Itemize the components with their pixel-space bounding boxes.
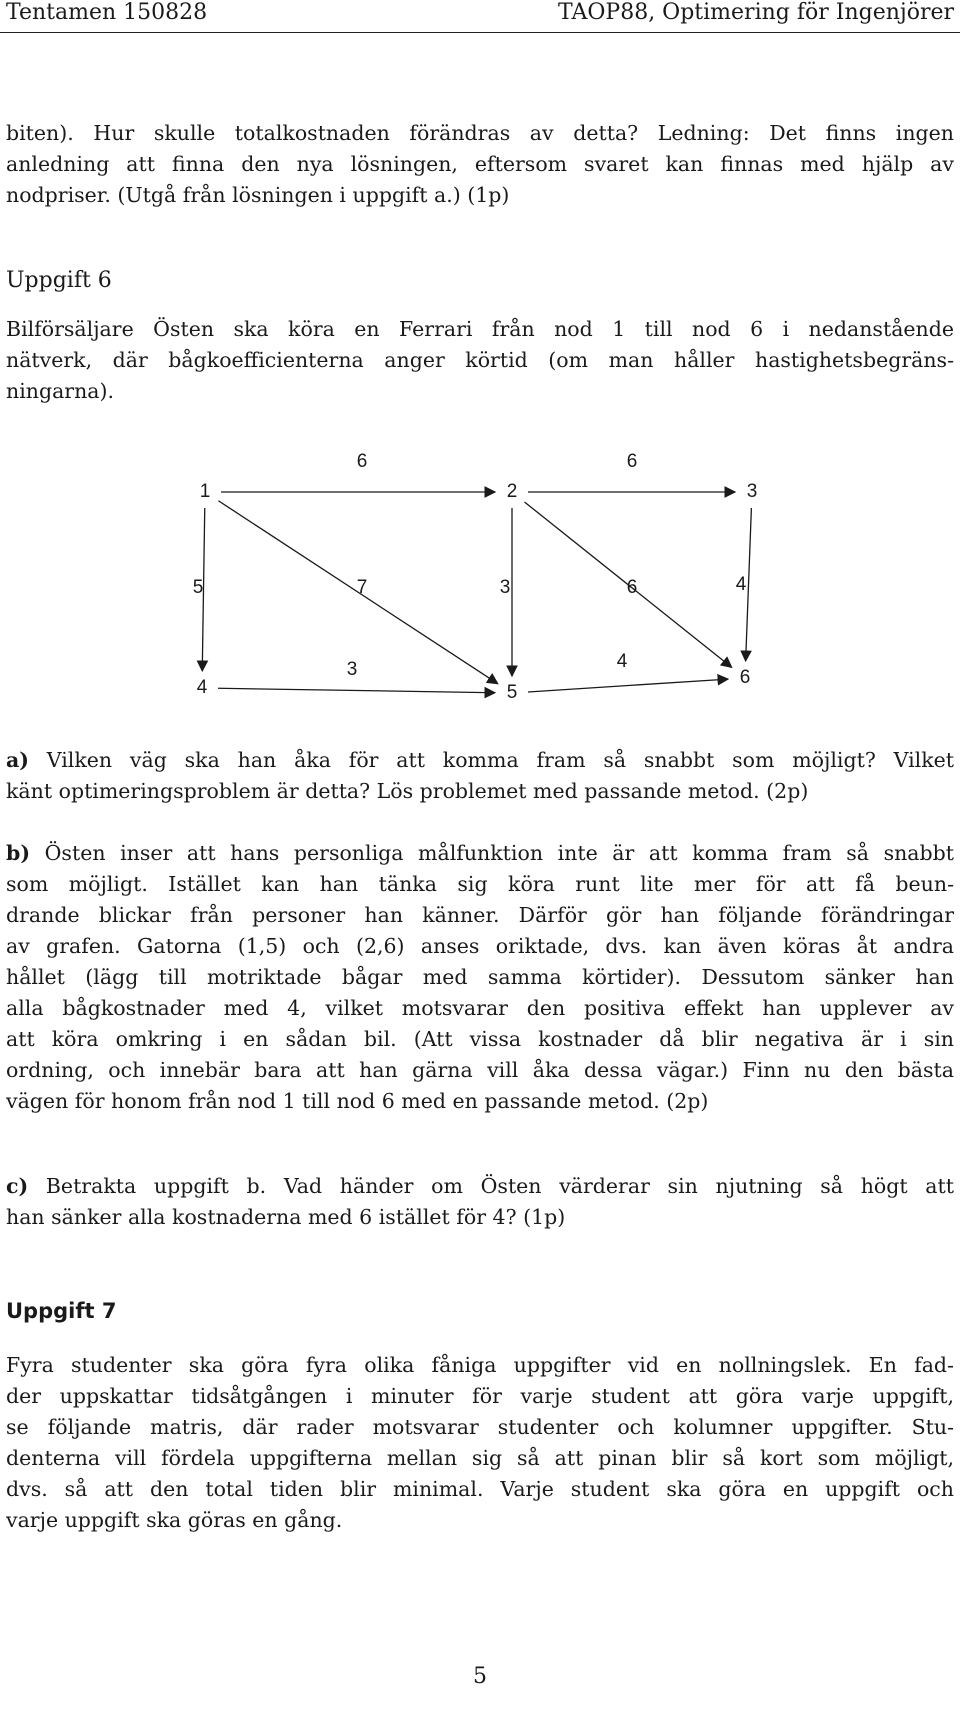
edge-3-6 xyxy=(746,508,752,661)
node-label-1: 1 xyxy=(199,481,211,503)
text-line: varje uppgift ska göras en gång. xyxy=(6,1508,343,1532)
edge-cost-label: 5 xyxy=(192,577,204,599)
text-line: drande blickar från personer han känner. Därför gör han följande förändringar xyxy=(6,903,954,927)
text-line: känt optimeringsproblem är detta? Lös problemet med passande metod. (2p) xyxy=(6,779,809,803)
page-number: 5 xyxy=(473,1664,487,1689)
header-rule xyxy=(0,32,960,33)
text-line: som möjligt. Istället kan han tänka sig köra runt lite mer för att få beun- xyxy=(6,872,954,896)
edge-cost-label: 6 xyxy=(626,451,638,473)
task6-part-c xyxy=(6,1171,954,1233)
edge-4-5 xyxy=(218,688,495,692)
text-line: vägen för honom från nod 1 till nod 6 med en passande metod. (2p) xyxy=(6,1089,709,1113)
task7-paragraph xyxy=(6,1350,954,1536)
text-line: av grafen. Gatorna (1,5) och (2,6) anses oriktade, dvs. kan även köras åt andra xyxy=(6,934,954,958)
edge-cost-label: 6 xyxy=(356,451,368,473)
node-label-3: 3 xyxy=(746,481,758,503)
text-line: b) Östen inser att hans personliga målfunktion inte är att komma fram så snabbt xyxy=(6,841,954,865)
edge-cost-label: 4 xyxy=(616,651,628,673)
text-line: Bilförsäljare Östen ska köra en Ferrari från nod 1 till nod 6 i nedanstående xyxy=(6,317,954,341)
part-a-label: a) xyxy=(6,748,29,772)
task6-intro xyxy=(6,314,954,407)
text-line: denterna vill fördela uppgifterna mellan sig så att pinan blir så kort som möjligt, xyxy=(6,1446,954,1470)
text-line: se följande matris, där rader motsvarar studenter och kolumner uppgifter. Stu- xyxy=(6,1415,954,1439)
text-line: ordning, och innebär bara att han gärna vill åka dessa vägar.) Finn nu den bästa xyxy=(6,1058,954,1082)
text-line: att köra omkring i en sådan bil. (Att vissa kostnader då blir negativa är i sin xyxy=(6,1027,954,1051)
exam-title: Tentamen 150828 xyxy=(6,0,208,25)
network-graph xyxy=(0,430,960,720)
task6-part-a xyxy=(6,745,954,807)
edge-cost-label: 6 xyxy=(626,577,638,599)
text-line: c) Betrakta uppgift b. Vad händer om Östen värderar sin njutning så högt att xyxy=(6,1174,954,1198)
part-b-label: b) xyxy=(6,841,31,865)
text-line: nodpriser. (Utgå från lösningen i uppgift a.) (1p) xyxy=(6,183,510,207)
edge-5-6 xyxy=(528,679,728,692)
task6-heading: Uppgift 6 xyxy=(6,268,112,293)
page-header xyxy=(0,0,960,30)
edge-cost-label: 7 xyxy=(356,577,368,599)
graph-edges xyxy=(193,451,752,693)
edge-cost-label: 4 xyxy=(735,574,747,596)
text-line: nätverk, där bågkoefficienterna anger körtid (om man håller hastighetsbegräns- xyxy=(6,348,954,372)
node-label-5: 5 xyxy=(506,682,518,704)
edge-cost-label: 3 xyxy=(499,577,511,599)
text-line: anledning att finna den nya lösningen, eftersom svaret kan finnas med hjälp av xyxy=(6,152,954,176)
text-line: a) Vilken väg ska han åka för att komma fram så snabbt som möjligt? Vilket xyxy=(6,748,954,772)
edge-cost-label: 3 xyxy=(346,659,358,681)
text-line: dvs. så att den total tiden blir minimal. Varje student ska göra en uppgift och xyxy=(6,1477,954,1501)
intro-paragraph xyxy=(6,118,954,211)
course-title: TAOP88, Optimering för Ingenjörer xyxy=(558,0,954,25)
text-line: han sänker alla kostnaderna med 6 istället för 4? (1p) xyxy=(6,1205,566,1229)
text-line: ningarna). xyxy=(6,379,115,403)
text-line: hållet (lägg till motriktade bågar med samma körtider). Dessutom sänker han xyxy=(6,965,954,989)
part-c-label: c) xyxy=(6,1174,29,1198)
node-label-6: 6 xyxy=(739,667,751,689)
task7-heading: Uppgift 7 xyxy=(6,1299,117,1323)
node-label-4: 4 xyxy=(196,677,208,699)
text-line: alla bågkostnader med 4, vilket motsvarar den positiva effekt han upplever av xyxy=(6,996,954,1020)
text-line: der uppskattar tidsåtgången i minuter för varje student att göra varje uppgift, xyxy=(6,1384,954,1408)
node-label-2: 2 xyxy=(506,481,518,503)
task6-part-b xyxy=(6,838,954,1117)
text-line: biten). Hur skulle totalkostnaden förändras av detta? Ledning: Det finns ingen xyxy=(6,121,954,145)
text-line: Fyra studenter ska göra fyra olika fåniga uppgifter vid en nollningslek. En fad- xyxy=(6,1353,954,1377)
